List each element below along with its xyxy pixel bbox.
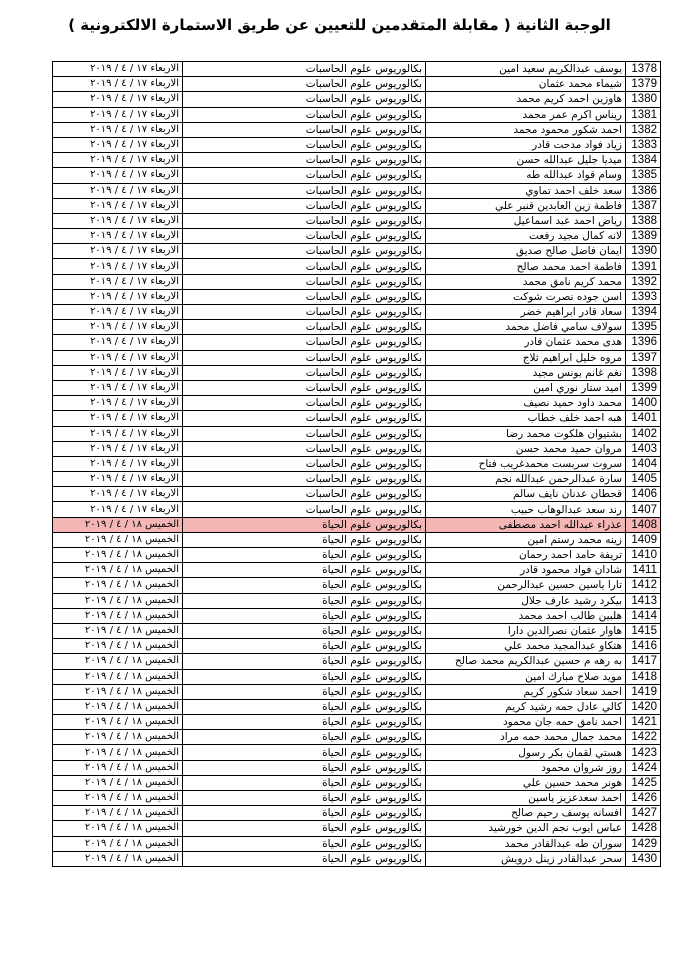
table-row [53,137,661,152]
table-row [53,335,661,350]
degree-cell: بكالوريوس علوم الحاسبات [183,289,426,304]
degree-cell: بكالوريوس علوم الحياة [183,760,426,775]
table-row [53,441,661,456]
date-cell: الاربعاء ١٧ / ٤ / ٢٠١٩ [53,289,183,304]
number-cell: 1413 [626,593,661,608]
name-cell: هونر محمد حسين علي [426,775,626,790]
date-cell: الاربعاء ١٧ / ٤ / ٢٠١٩ [53,92,183,107]
date-cell: الخميس ١٨ / ٤ / ٢٠١٩ [53,639,183,654]
number-cell: 1380 [626,92,661,107]
table-row [53,684,661,699]
date-cell: الاربعاء ١٧ / ٤ / ٢٠١٩ [53,259,183,274]
name-cell: هبه احمد خلف خطاب [426,411,626,426]
date-cell: الاربعاء ١٧ / ٤ / ٢٠١٩ [53,168,183,183]
number-cell: 1383 [626,137,661,152]
name-cell: هاوزين احمد كريم محمد [426,92,626,107]
number-cell: 1414 [626,608,661,623]
name-cell: فاطمة احمد محمد صالح [426,259,626,274]
degree-cell: بكالوريوس علوم الحاسبات [183,62,426,77]
degree-cell: بكالوريوس علوم الحاسبات [183,335,426,350]
date-cell: الخميس ١٨ / ٤ / ٢٠١٩ [53,578,183,593]
number-cell: 1399 [626,380,661,395]
date-cell: الاربعاء ١٧ / ٤ / ٢٠١٩ [53,365,183,380]
table-row [53,213,661,228]
number-cell: 1419 [626,684,661,699]
number-cell: 1427 [626,806,661,821]
name-cell: لانه كمال مجيد رفعت [426,229,626,244]
name-cell: روز شروان محمود [426,760,626,775]
date-cell: الاربعاء ١٧ / ٤ / ٢٠١٩ [53,305,183,320]
table-row [53,259,661,274]
name-cell: شادان فواد محمود قادر [426,563,626,578]
degree-cell: بكالوريوس علوم الحاسبات [183,426,426,441]
name-cell: سعد خلف احمد تماوي [426,183,626,198]
number-cell: 1420 [626,699,661,714]
name-cell: شيماء محمد عثمان [426,77,626,92]
name-cell: مروان حميد محمد حسن [426,441,626,456]
date-cell: الاربعاء ١٧ / ٤ / ٢٠١٩ [53,441,183,456]
table-row [53,791,661,806]
name-cell: رياض احمد عبد اسماعيل [426,213,626,228]
number-cell: 1425 [626,775,661,790]
number-cell: 1398 [626,365,661,380]
table-row [53,578,661,593]
degree-cell: بكالوريوس علوم الحاسبات [183,487,426,502]
table-row [53,715,661,730]
number-cell: 1390 [626,244,661,259]
name-cell: مروه خليل ابراهيم ثلاج [426,350,626,365]
table-row [53,532,661,547]
name-cell: بشتيوان هلكوت محمد رضا [426,426,626,441]
date-cell: الاربعاء ١٧ / ٤ / ٢٠١٩ [53,456,183,471]
degree-cell: بكالوريوس علوم الحياة [183,623,426,638]
date-cell: الاربعاء ١٧ / ٤ / ٢٠١٩ [53,335,183,350]
name-cell: فاطمة زين العابدين قنبر علي [426,198,626,213]
table-row [53,274,661,289]
page-title: الوجبة الثانية ( مقابلة المتقدمين للتعيين عن طريق الاستمارة الالكترونية ) [68,16,611,34]
degree-cell: بكالوريوس علوم الحاسبات [183,350,426,365]
date-cell: الاربعاء ١٧ / ٤ / ٢٠١٩ [53,274,183,289]
number-cell: 1388 [626,213,661,228]
table-row [53,760,661,775]
table-row [53,229,661,244]
date-cell: الخميس ١٨ / ٤ / ٢٠١٩ [53,623,183,638]
degree-cell: بكالوريوس علوم الحاسبات [183,396,426,411]
table-row [53,320,661,335]
number-cell: 1405 [626,472,661,487]
table-row [53,487,661,502]
date-cell: الخميس ١٨ / ٤ / ٢٠١٩ [53,836,183,851]
name-cell: هدى محمد عثمان قادر [426,335,626,350]
name-cell: تارا ياسين حسين عبدالرحمن [426,578,626,593]
degree-cell: بكالوريوس علوم الحياة [183,593,426,608]
name-cell: افسانه يوسف رحيم صالح [426,806,626,821]
number-cell: 1424 [626,760,661,775]
degree-cell: بكالوريوس علوم الحاسبات [183,137,426,152]
name-cell: يوسف عبدالكريم سعيد امين [426,62,626,77]
name-cell: سحر عبدالقادر زينل درويش [426,851,626,866]
table-row [53,593,661,608]
degree-cell: بكالوريوس علوم الحاسبات [183,365,426,380]
name-cell: عباس ايوب نجم الدين خورشيد [426,821,626,836]
degree-cell: بكالوريوس علوم الحاسبات [183,107,426,122]
table-row [53,851,661,866]
degree-cell: بكالوريوس علوم الحياة [183,730,426,745]
table-row [53,836,661,851]
number-cell: 1396 [626,335,661,350]
table-row [53,92,661,107]
number-cell: 1418 [626,669,661,684]
table-row [53,608,661,623]
degree-cell: بكالوريوس علوم الحاسبات [183,77,426,92]
date-cell: الاربعاء ١٧ / ٤ / ٢٠١٩ [53,107,183,122]
date-cell: الخميس ١٨ / ٤ / ٢٠١٩ [53,851,183,866]
degree-cell: بكالوريوس علوم الحياة [183,608,426,623]
number-cell: 1386 [626,183,661,198]
degree-cell: بكالوريوس علوم الحياة [183,715,426,730]
date-cell: الاربعاء ١٧ / ٤ / ٢٠١٩ [53,472,183,487]
table-row [53,153,661,168]
degree-cell: بكالوريوس علوم الحاسبات [183,92,426,107]
degree-cell: بكالوريوس علوم الحاسبات [183,274,426,289]
table-row [53,289,661,304]
date-cell: الاربعاء ١٧ / ٤ / ٢٠١٩ [53,502,183,517]
number-cell: 1402 [626,426,661,441]
number-cell: 1378 [626,62,661,77]
table-row [53,426,661,441]
degree-cell: بكالوريوس علوم الحاسبات [183,259,426,274]
name-cell: تريفة حامد احمد رحمان [426,548,626,563]
table-row [53,699,661,714]
degree-cell: بكالوريوس علوم الحياة [183,563,426,578]
table-row [53,122,661,137]
table-row [53,472,661,487]
date-cell: الخميس ١٨ / ٤ / ٢٠١٩ [53,517,183,532]
table-row [53,517,661,532]
table-row [53,654,661,669]
degree-cell: بكالوريوس علوم الحياة [183,517,426,532]
name-cell: سوران طه عبدالقادر محمد [426,836,626,851]
degree-cell: بكالوريوس علوم الحاسبات [183,305,426,320]
number-cell: 1417 [626,654,661,669]
number-cell: 1401 [626,411,661,426]
degree-cell: بكالوريوس علوم الحياة [183,548,426,563]
name-cell: رند سعد عبدالوهاب حبيب [426,502,626,517]
table-row [53,456,661,471]
table-row [53,730,661,745]
number-cell: 1379 [626,77,661,92]
table-row [53,365,661,380]
name-cell: سارة عبدالرحمن عبدالله نجم [426,472,626,487]
table-row [53,745,661,760]
number-cell: 1404 [626,456,661,471]
table-row [53,350,661,365]
number-cell: 1393 [626,289,661,304]
degree-cell: بكالوريوس علوم الحياة [183,791,426,806]
date-cell: الاربعاء ١٧ / ٤ / ٢٠١٩ [53,62,183,77]
number-cell: 1389 [626,229,661,244]
date-cell: الخميس ١٨ / ٤ / ٢٠١٩ [53,593,183,608]
number-cell: 1412 [626,578,661,593]
degree-cell: بكالوريوس علوم الحياة [183,532,426,547]
degree-cell: بكالوريوس علوم الحياة [183,775,426,790]
number-cell: 1400 [626,396,661,411]
number-cell: 1423 [626,745,661,760]
date-cell: الاربعاء ١٧ / ٤ / ٢٠١٩ [53,380,183,395]
number-cell: 1422 [626,730,661,745]
name-cell: سعاد قادر ابراهيم خضر [426,305,626,320]
name-cell: ميديا جليل عبدالله حسن [426,153,626,168]
date-cell: الاربعاء ١٧ / ٤ / ٢٠١٩ [53,153,183,168]
date-cell: الاربعاء ١٧ / ٤ / ٢٠١٩ [53,411,183,426]
table-row [53,411,661,426]
number-cell: 1430 [626,851,661,866]
number-cell: 1384 [626,153,661,168]
date-cell: الاربعاء ١٧ / ٤ / ٢٠١٩ [53,213,183,228]
degree-cell: بكالوريوس علوم الحياة [183,836,426,851]
name-cell: احمد شكور محمود محمد [426,122,626,137]
table-row [53,548,661,563]
name-cell: ريناس اكرم عمر محمد [426,107,626,122]
date-cell: الاربعاء ١٧ / ٤ / ٢٠١٩ [53,320,183,335]
degree-cell: بكالوريوس علوم الحاسبات [183,502,426,517]
date-cell: الخميس ١٨ / ٤ / ٢٠١٩ [53,684,183,699]
number-cell: 1392 [626,274,661,289]
name-cell: سولاف سامي فاضل محمد [426,320,626,335]
name-cell: هاوار عثمان نصرالدين دارا [426,623,626,638]
date-cell: الاربعاء ١٧ / ٤ / ٢٠١٩ [53,350,183,365]
date-cell: الخميس ١٨ / ٤ / ٢٠١٩ [53,715,183,730]
date-cell: الخميس ١٨ / ٤ / ٢٠١٩ [53,760,183,775]
degree-cell: بكالوريوس علوم الحاسبات [183,244,426,259]
date-cell: الخميس ١٨ / ٤ / ٢٠١٩ [53,699,183,714]
degree-cell: بكالوريوس علوم الحياة [183,806,426,821]
name-cell: بيكرد رشيد عارف جلال [426,593,626,608]
name-cell: هتكاو عبدالمجيد محمد علي [426,639,626,654]
number-cell: 1411 [626,563,661,578]
table-row [53,639,661,654]
degree-cell: بكالوريوس علوم الحاسبات [183,153,426,168]
date-cell: الخميس ١٨ / ٤ / ٢٠١٩ [53,654,183,669]
date-cell: الاربعاء ١٧ / ٤ / ٢٠١٩ [53,487,183,502]
name-cell: كالي عادل حمه رشيد كريم [426,699,626,714]
name-cell: زينه محمد رستم امين [426,532,626,547]
number-cell: 1416 [626,639,661,654]
number-cell: 1391 [626,259,661,274]
date-cell: الخميس ١٨ / ٤ / ٢٠١٩ [53,775,183,790]
name-cell: قحطان عدنان نايف سالم [426,487,626,502]
date-cell: الخميس ١٨ / ٤ / ٢٠١٩ [53,608,183,623]
degree-cell: بكالوريوس علوم الحياة [183,684,426,699]
degree-cell: بكالوريوس علوم الحاسبات [183,320,426,335]
degree-cell: بكالوريوس علوم الحياة [183,699,426,714]
degree-cell: بكالوريوس علوم الحاسبات [183,183,426,198]
name-cell: به رهه م حسين عبدالكريم محمد صالح [426,654,626,669]
number-cell: 1385 [626,168,661,183]
name-cell: هلبين طالب احمد محمد [426,608,626,623]
name-cell: زياد فواد مدحت قادر [426,137,626,152]
number-cell: 1406 [626,487,661,502]
name-cell: هستي لقمان بكر رسول [426,745,626,760]
date-cell: الاربعاء ١٧ / ٤ / ٢٠١٩ [53,244,183,259]
date-cell: الخميس ١٨ / ٤ / ٢٠١٩ [53,806,183,821]
date-cell: الاربعاء ١٧ / ٤ / ٢٠١٩ [53,77,183,92]
table-row [53,623,661,638]
degree-cell: بكالوريوس علوم الحاسبات [183,456,426,471]
date-cell: الاربعاء ١٧ / ٤ / ٢٠١٩ [53,183,183,198]
table-row [53,821,661,836]
table-row [53,107,661,122]
date-cell: الخميس ١٨ / ٤ / ٢٠١٩ [53,730,183,745]
date-cell: الاربعاء ١٧ / ٤ / ٢٠١٩ [53,137,183,152]
number-cell: 1426 [626,791,661,806]
degree-cell: بكالوريوس علوم الحاسبات [183,472,426,487]
date-cell: الاربعاء ١٧ / ٤ / ٢٠١٩ [53,198,183,213]
applicants-table-body [53,62,661,867]
degree-cell: بكالوريوس علوم الحاسبات [183,441,426,456]
number-cell: 1421 [626,715,661,730]
date-cell: الخميس ١٨ / ٤ / ٢٠١٩ [53,548,183,563]
name-cell: اسن جوده نصرت شوكت [426,289,626,304]
number-cell: 1395 [626,320,661,335]
degree-cell: بكالوريوس علوم الحاسبات [183,380,426,395]
number-cell: 1381 [626,107,661,122]
table-row [53,775,661,790]
number-cell: 1409 [626,532,661,547]
degree-cell: بكالوريوس علوم الحياة [183,669,426,684]
date-cell: الخميس ١٨ / ٤ / ٢٠١٩ [53,745,183,760]
date-cell: الخميس ١٨ / ٤ / ٢٠١٩ [53,669,183,684]
table-row [53,502,661,517]
table-row [53,198,661,213]
name-cell: احمد نامق حمه جان محمود [426,715,626,730]
table-row [53,806,661,821]
table-row [53,244,661,259]
name-cell: اميد ستار نوري امين [426,380,626,395]
name-cell: احمد سعاد شكور كريم [426,684,626,699]
degree-cell: بكالوريوس علوم الحياة [183,639,426,654]
number-cell: 1403 [626,441,661,456]
name-cell: عذراء عبدالله احمد مصطفى [426,517,626,532]
number-cell: 1397 [626,350,661,365]
number-cell: 1428 [626,821,661,836]
degree-cell: بكالوريوس علوم الحاسبات [183,198,426,213]
name-cell: ايمان فاضل صالح صديق [426,244,626,259]
table-row [53,183,661,198]
name-cell: محمد كريم نامق محمد [426,274,626,289]
table-row [53,380,661,395]
date-cell: الخميس ١٨ / ٤ / ٢٠١٩ [53,821,183,836]
date-cell: الاربعاء ١٧ / ٤ / ٢٠١٩ [53,122,183,137]
degree-cell: بكالوريوس علوم الحياة [183,851,426,866]
number-cell: 1408 [626,517,661,532]
number-cell: 1387 [626,198,661,213]
table-row [53,62,661,77]
degree-cell: بكالوريوس علوم الحاسبات [183,122,426,137]
date-cell: الاربعاء ١٧ / ٤ / ٢٠١٩ [53,396,183,411]
degree-cell: بكالوريوس علوم الحياة [183,821,426,836]
date-cell: الاربعاء ١٧ / ٤ / ٢٠١٩ [53,426,183,441]
name-cell: نغم غانم يونس مجيد [426,365,626,380]
degree-cell: بكالوريوس علوم الحياة [183,578,426,593]
table-row [53,563,661,578]
degree-cell: بكالوريوس علوم الحياة [183,654,426,669]
name-cell: محمد جمال محمد حمه مراد [426,730,626,745]
table-row [53,669,661,684]
name-cell: محمد داود حميد نصيف [426,396,626,411]
number-cell: 1394 [626,305,661,320]
date-cell: الخميس ١٨ / ٤ / ٢٠١٩ [53,563,183,578]
table-row [53,168,661,183]
table-row [53,77,661,92]
number-cell: 1410 [626,548,661,563]
name-cell: مويد صلاح مبارك امين [426,669,626,684]
degree-cell: بكالوريوس علوم الحاسبات [183,411,426,426]
number-cell: 1382 [626,122,661,137]
name-cell: وسام قواد عبدالله طه [426,168,626,183]
table-row [53,396,661,411]
degree-cell: بكالوريوس علوم الحاسبات [183,213,426,228]
number-cell: 1415 [626,623,661,638]
date-cell: الاربعاء ١٧ / ٤ / ٢٠١٩ [53,229,183,244]
applicants-table-container [52,61,660,867]
name-cell: احمد سعدعزيز ياسين [426,791,626,806]
degree-cell: بكالوريوس علوم الحاسبات [183,229,426,244]
date-cell: الخميس ١٨ / ٤ / ٢٠١٩ [53,791,183,806]
degree-cell: بكالوريوس علوم الحاسبات [183,168,426,183]
date-cell: الخميس ١٨ / ٤ / ٢٠١٩ [53,532,183,547]
degree-cell: بكالوريوس علوم الحياة [183,745,426,760]
number-cell: 1429 [626,836,661,851]
number-cell: 1407 [626,502,661,517]
applicants-table [52,61,661,867]
table-row [53,305,661,320]
name-cell: سروت سربست محمدغريب فتاح [426,456,626,471]
